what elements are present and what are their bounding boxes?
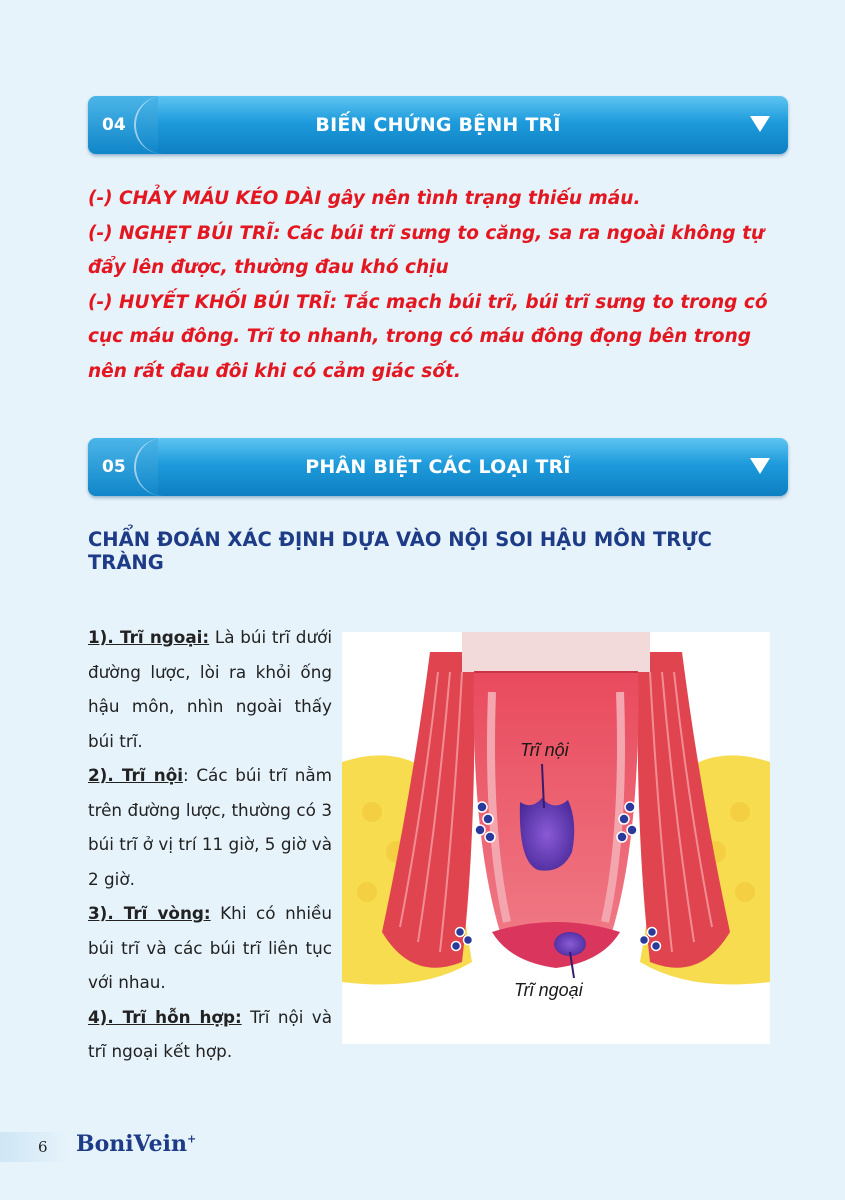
triangle-down-icon [750,116,770,132]
label-external-hemorrhoid: Trĩ ngoại [514,980,583,1000]
complications-list [88,182,788,389]
complication-item: (-) NGHẸT BÚI TRĨ: Các búi trĩ sưng to căng, sa ra ngoài không tự đẩy lên được, thường đau khó chịu [88,222,765,278]
type-text: : Các búi trĩ nằm trên đường lược, thường có 3 búi trĩ ở vị trí 11 giờ, 5 giờ và 2 giờ. [88,765,332,889]
brand-mark: + [187,1132,197,1146]
type-item [88,620,332,758]
type-item [88,758,332,896]
section-title: BIẾN CHỨNG BỆNH TRĨ [315,114,561,136]
type-text: Trĩ nội và trĩ ngoại kết hợp. [88,1006,332,1061]
type-text: Là búi trĩ dưới đường lược, lòi ra khỏi ống hậu môn, nhìn ngoài thấy búi trĩ. [88,627,333,751]
label-internal-hemorrhoid: Trĩ nội [520,740,569,760]
brand-logo [76,1131,196,1157]
type-item [88,1000,332,1069]
type-item [88,896,332,1000]
hemorrhoid-types-list [88,620,332,1069]
diagnosis-title: CHẨN ĐOÁN XÁC ĐỊNH DỰA VÀO NỘI SOI HẬU MÔN TRỰC TRÀNG [88,528,712,574]
section-number: 05 [102,457,126,477]
section-header-04 [88,96,788,154]
section-number: 04 [102,115,126,135]
type-label: 1). Trĩ ngoại: [88,627,210,647]
type-text: Khi có nhiều búi trĩ và các búi trĩ liên tục với nhau. [88,903,332,992]
footer-strip [0,1132,70,1162]
type-label: 3). Trĩ vòng: [88,903,211,923]
triangle-down-icon [750,458,770,474]
section-title: PHÂN BIỆT CÁC LOẠI TRĨ [305,456,571,478]
type-label: 2). Trĩ nội [88,765,183,785]
anatomy-illustration [342,632,770,1044]
complication-item: (-) CHẢY MÁU KÉO DÀI gây nên tình trạng thiếu máu. [88,188,641,209]
brand-name: BoniVein [76,1131,188,1157]
type-label: 4). Trĩ hỗn hợp: [88,1006,242,1027]
section-header-05 [88,438,788,496]
page-number: 6 [38,1138,48,1156]
complication-item: (-) HUYẾT KHỐI BÚI TRĨ: Tắc mạch búi trĩ, búi trĩ sưng to trong có cục máu đông. Trĩ to nhanh, trong có máu đông đọng bên trong nên rất đau đôi khi có cảm giác sốt. [88,291,768,382]
